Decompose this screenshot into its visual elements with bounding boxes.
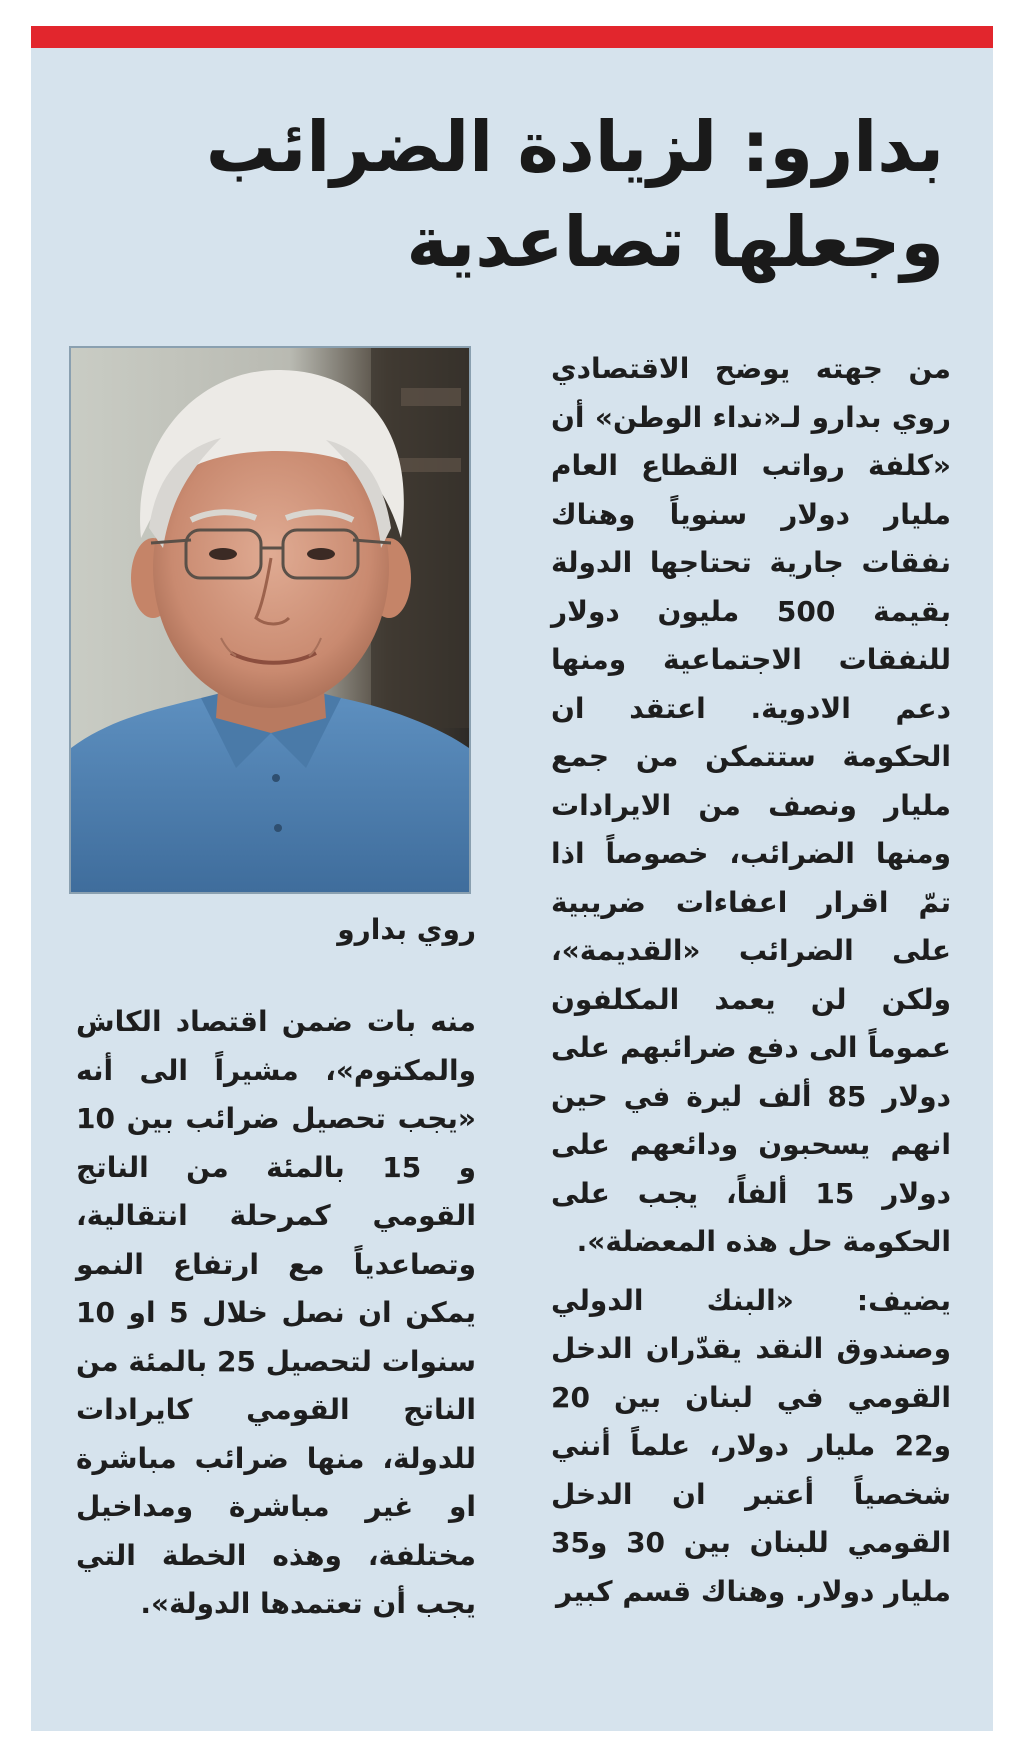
- portrait-photo: [69, 346, 471, 894]
- photo-caption: روي بدارو: [337, 913, 476, 946]
- accent-bar: [31, 26, 993, 48]
- article-paragraph: من جهته يوضح الاقتصادي روي بدارو لـ«نداء الوطن» أن «كلفة رواتب القطاع العام مليار دولار سنوياً وهناك نفقات جارية تحتاجها الدولة بقيمة 500 مليون دولار للنفقات الاجتماعية ومنها دعم الادوية. اعتقد ان الحكومة ستتمكن من جمع مليار ونصف من الايرادات ومنها الضرائب، خصوصاً اذا تمّ اقرار اعفاءات ضريبية على الضرائب «القديمة»، ولكن لن يعمد المكلفون عموماً الى دفع ضرائبهم على دولار 85 ألف ليرة في حين انهم يسحبون ودائعهم على دولار 15 ألفاً، يجب على الحكومة حل هذه المعضلة».: [551, 352, 951, 1258]
- article-headline: بدارو: لزيادة الضرائب وجعلها تصاعدية: [205, 106, 944, 283]
- article-column-right: [551, 345, 951, 1616]
- article-paragraph: منه بات ضمن اقتصاد الكاش والمكتوم»، مشيراً الى أنه «يجب تحصيل ضرائب بين 10 و 15 بالمئة من الناتج القومي كمرحلة انتقالية، وتصاعدياً مع ارتفاع النمو يمكن ان نصل خلال 5 او 10 سنوات لتحصيل 25 بالمئة من الناتج القومي كايرادات للدولة، منها ضرائب مباشرة او غير مباشرة ومداخيل مختلفة، وهذه الخطة التي يجب أن تعتمدها الدولة».: [76, 1005, 476, 1620]
- article-column-left: [76, 998, 476, 1629]
- article-paragraph: يضيف: «البنك الدولي وصندوق النقد يقدّران الدخل القومي في لبنان بين 20 و22 مليار دولار، علماً أنني شخصياً أعتبر ان الدخل القومي للبنان بين 30 و35 مليار دولار. وهناك قسم كبير: [551, 1283, 951, 1608]
- portrait-illustration: [71, 348, 469, 892]
